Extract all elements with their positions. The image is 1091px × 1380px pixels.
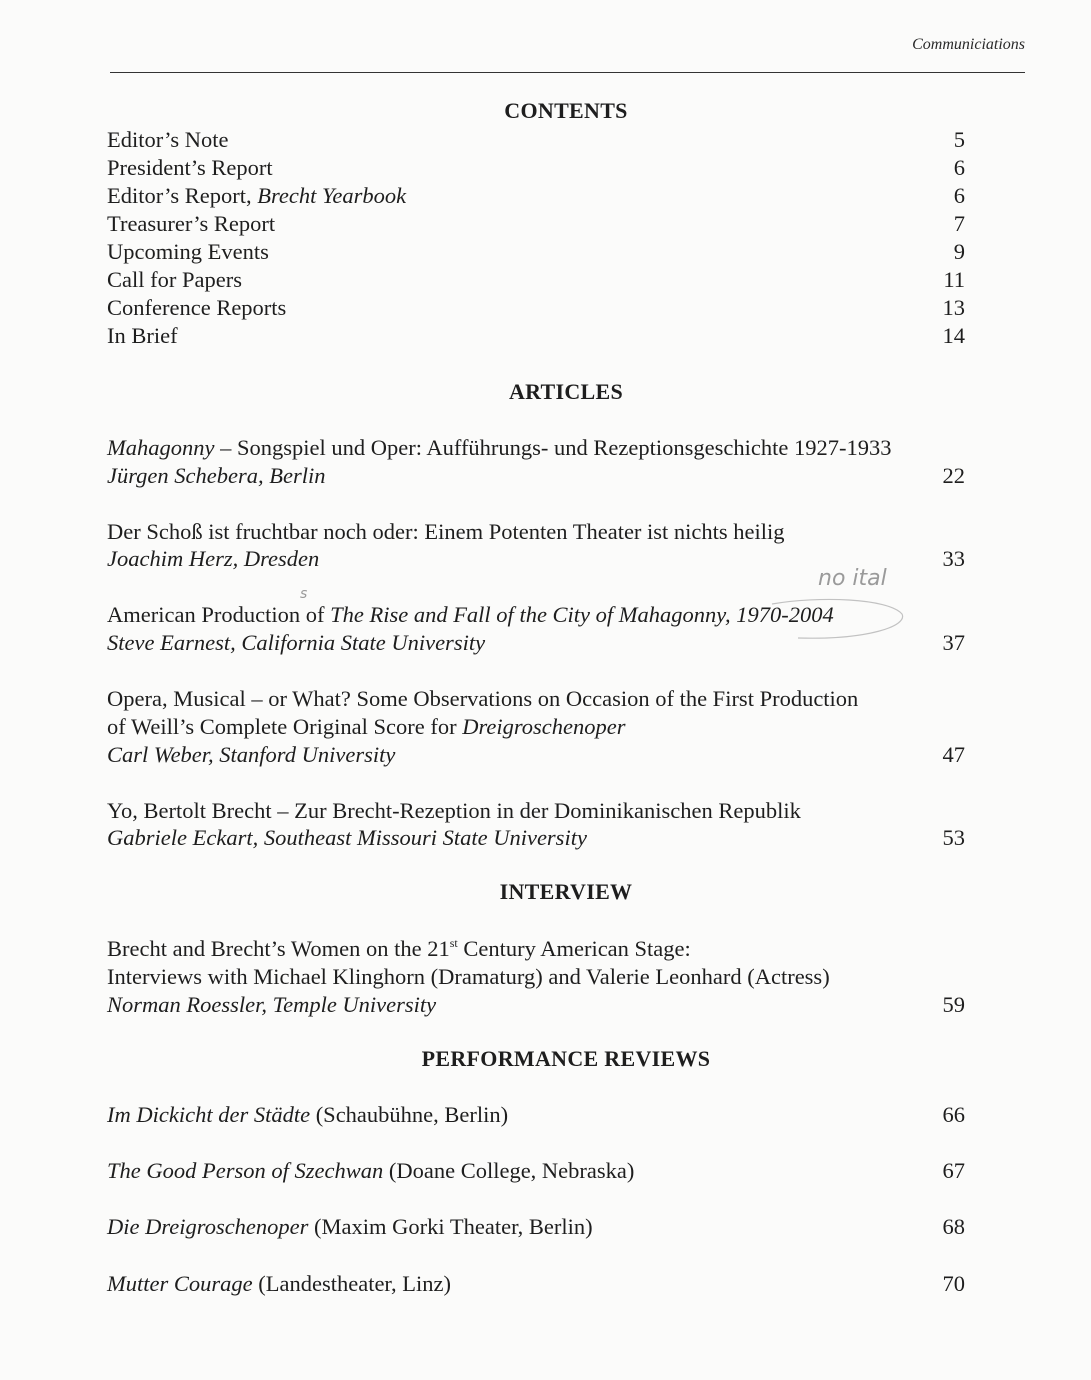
review-venue: (Landestheater, Linz) (252, 1271, 451, 1296)
interview-subtitle: Interviews with Michael Klinghorn (Dramaturg) and Valerie Leonhard (Actress) (107, 964, 830, 989)
review-page: 70 (942, 1271, 965, 1296)
article-page: 22 (942, 463, 965, 488)
article-title-text: American Production of (107, 602, 331, 627)
review-title: Mutter Courage (107, 1271, 253, 1296)
article-author: Steve Earnest, California State University (107, 630, 486, 655)
interview-title-text-end: Century American Stage: (457, 936, 691, 961)
contents-heading: CONTENTS (504, 98, 628, 123)
article-title-text: – Songspiel und Oper: Aufführungs- und Rezeptionsgeschichte 1927-1933 (214, 435, 892, 460)
interview-page: 59 (942, 992, 965, 1017)
contents-item-title: Call for Papers (107, 267, 242, 292)
article-author: Jürgen Schebera, Berlin (107, 463, 326, 488)
review-item (107, 1101, 965, 1129)
running-head: Communiciations (912, 36, 1025, 53)
header-rule (110, 72, 1025, 73)
review-item (107, 1270, 965, 1298)
article-title (107, 434, 965, 462)
contents-item-page: 14 (942, 323, 965, 348)
contents-item-page: 9 (953, 239, 965, 264)
contents-item-title: Editor’s Note (107, 127, 229, 152)
article-title: Yo, Bertolt Brecht – Zur Brecht-Rezeption in der Dominikanischen Republik (107, 798, 801, 823)
contents-item-title-italic: Brecht Yearbook (257, 183, 407, 208)
article-title-italic: Mahagonny (107, 435, 215, 460)
article-author: Joachim Herz, Dresden (107, 546, 320, 571)
review-venue: (Schaubühne, Berlin) (310, 1102, 509, 1127)
review-item (107, 1157, 965, 1185)
article-title: Opera, Musical – or What? Some Observations on Occasion of the First Production (107, 686, 859, 711)
interview-title-superscript: st (449, 936, 458, 950)
review-title: Die Dreigroschenoper (107, 1214, 309, 1239)
article-page: 33 (942, 546, 965, 571)
contents-item-title: Conference Reports (107, 295, 287, 320)
review-title: Im Dickicht der Städte (107, 1102, 311, 1127)
review-title: The Good Person of Szechwan (107, 1158, 384, 1183)
review-venue: (Maxim Gorki Theater, Berlin) (308, 1214, 593, 1239)
articles-heading: ARTICLES (508, 379, 624, 404)
contents-item-title: In Brief (107, 323, 178, 348)
reviews-heading: PERFORMANCE REVIEWS (421, 1046, 711, 1071)
pencil-circle-mark (758, 596, 908, 644)
article-page: 53 (942, 825, 965, 850)
contents-item-page: 6 (953, 155, 965, 180)
contents-item-page: 7 (953, 211, 965, 236)
contents-item-title (107, 182, 965, 210)
article-author: Gabriele Eckart, Southeast Missouri State University (107, 825, 587, 850)
contents-item-page: 11 (943, 267, 965, 292)
review-page: 68 (942, 1214, 965, 1239)
article-title: Der Schoß ist fruchtbar noch oder: Einem Potenten Theater ist nichts heilig (107, 519, 785, 544)
margin-note-handwritten: no ital (818, 566, 887, 591)
contents-item-page: 5 (953, 127, 965, 152)
interview-title (107, 935, 965, 963)
insert-mark-handwritten: s (300, 586, 308, 602)
article-page: 37 (942, 630, 965, 655)
contents-item-page: 13 (942, 295, 965, 320)
article-title-years: 1970-2004 (730, 602, 834, 627)
interview-title-text: Brecht and Brecht’s Women on the 21 (107, 936, 450, 961)
contents-item-title: Upcoming Events (107, 239, 269, 264)
review-page: 66 (942, 1102, 965, 1127)
review-page: 67 (942, 1158, 965, 1183)
review-venue: (Doane College, Nebraska) (383, 1158, 635, 1183)
article-title-continued (107, 713, 965, 741)
contents-item-title-text: Editor’s Report, (107, 183, 258, 208)
contents-item-title: President’s Report (107, 155, 273, 180)
article-title-italic: Dreigroschenoper (462, 714, 626, 739)
contents-item-title: Treasurer’s Report (107, 211, 276, 236)
article-author: Carl Weber, Stanford University (107, 742, 396, 767)
review-item (107, 1213, 965, 1241)
article-title-italic: The Rise and Fall of the City of Mahagonny, (330, 602, 731, 627)
interview-heading: INTERVIEW (499, 879, 633, 904)
article-title-text: of Weill’s Complete Original Score for (107, 714, 463, 739)
article-page: 47 (942, 742, 965, 767)
interview-author: Norman Roessler, Temple University (107, 992, 437, 1017)
contents-item-page: 6 (953, 183, 965, 208)
